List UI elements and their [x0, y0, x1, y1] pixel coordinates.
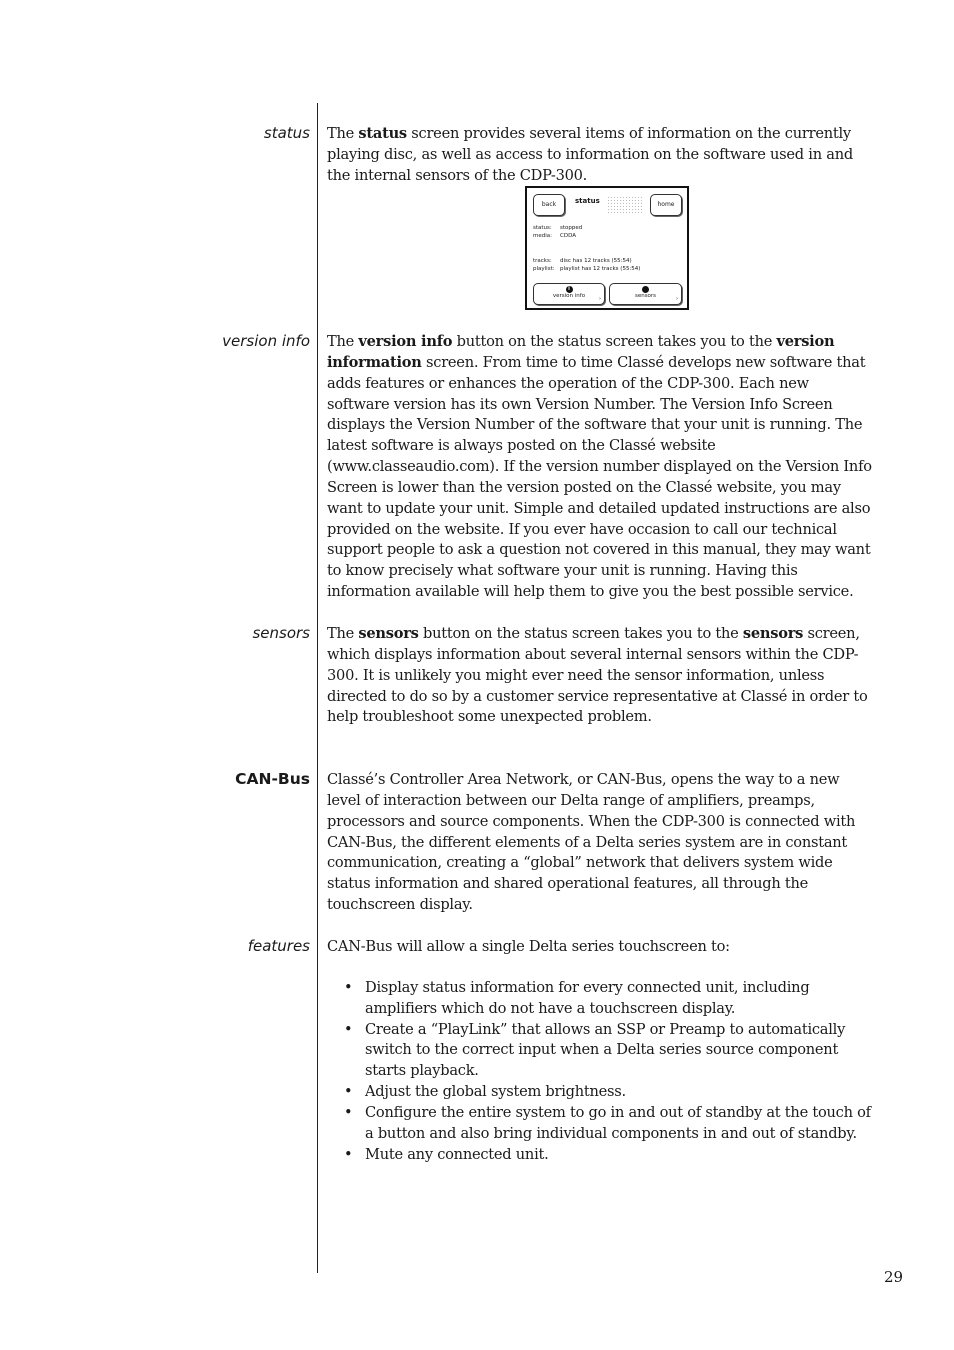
features-heading: features: [247, 937, 310, 955]
version-info-heading: version info: [222, 332, 310, 350]
screen-version-info-button: i version info ›: [533, 283, 605, 305]
canbus-paragraph: Classé’s Controller Area Network, or CAN-Bus, opens the way to a new level of interaction between our Delta range of amplifiers, preamps, processors and source components. When the CDP-300 is connected with CAN-Bus, the different elements of a Delta series system are in constant communication, creating a “global” network that delivers system wide status information and shared operational features, all through the touchscreen display.: [327, 771, 856, 914]
list-item: • Adjust the global system brightness.: [344, 1083, 626, 1101]
screen-back-button: back: [533, 194, 565, 216]
screen-sensors-button: sensors ›: [609, 283, 682, 305]
screen-playlist-row: playlist: playlist has 12 tracks (55:54): [533, 266, 641, 272]
list-item: • Configure the entire system to go in and out of standby at the touch of a button and also bring individual components in and out of standby.: [344, 1103, 871, 1142]
status-paragraph: The status screen provides several items of information on the currently playing disc, as well as access to information on the software used in and the internal sensors of the CDP-300.: [327, 125, 853, 184]
list-item: • Create a “PlayLink” that allows an SSP or Preamp to automatically switch to the correct input when a Delta series source component starts playback.: [344, 1020, 846, 1080]
screen-title: status: [575, 197, 600, 205]
sensor-icon: [642, 286, 649, 293]
screen-media-row: media: CDDA: [533, 233, 576, 239]
features-block: [327, 937, 875, 1165]
screen-home-button: home: [650, 194, 682, 216]
screen-tracks-row: tracks: disc has 12 tracks (55:54): [533, 258, 632, 264]
features-list: [327, 978, 875, 1166]
version-info-paragraph: The version info button on the status screen takes you to the version information screen. From time to time Classé develops new software that adds features or enhances the operation of the CDP-300. Each new software version has its own Version Number. The Version Info Screen displays the Version Number of the software that your unit is running. The latest software is always posted on the Classé website (www.classeaudio.com). If the version number displayed on the Version Info Screen is lower than the version posted on the Classé website, you may want to update your unit. Simple and detailed updated instructions are also provided on the website. If you ever have occasion to call our technical support people to ask a question not covered in this manual, they may want to know precisely what software your unit is running. Having this information available will help them to give you the best possible service.: [327, 333, 872, 601]
screen-dot-pattern: [607, 196, 643, 214]
status-heading: status: [263, 124, 310, 142]
canbus-heading: CAN-Bus: [235, 770, 310, 788]
margin-rule: [317, 103, 318, 1273]
sensors-heading: sensors: [252, 624, 310, 642]
arrow-icon: ›: [676, 296, 678, 302]
features-intro: CAN-Bus will allow a single Delta series touchscreen to:: [327, 938, 730, 955]
list-item: • Display status information for every connected unit, including amplifiers which do not have a touchscreen display.: [344, 978, 810, 1017]
info-icon: i: [566, 286, 573, 293]
screen-status-row: status: stopped: [533, 225, 583, 231]
sensors-paragraph: The sensors button on the status screen takes you to the sensors screen, which displays information about several internal sensors within the CDP-300. It is unlikely you might ever need the sensor information, unless directed to do so by a customer service representative at Classé in order to help troubleshoot some unexpected problem.: [327, 625, 868, 726]
status-screen-figure: [525, 186, 689, 310]
page-number: 29: [884, 1268, 904, 1286]
list-item: • Mute any connected unit.: [344, 1145, 549, 1163]
arrow-icon: ›: [599, 296, 601, 302]
